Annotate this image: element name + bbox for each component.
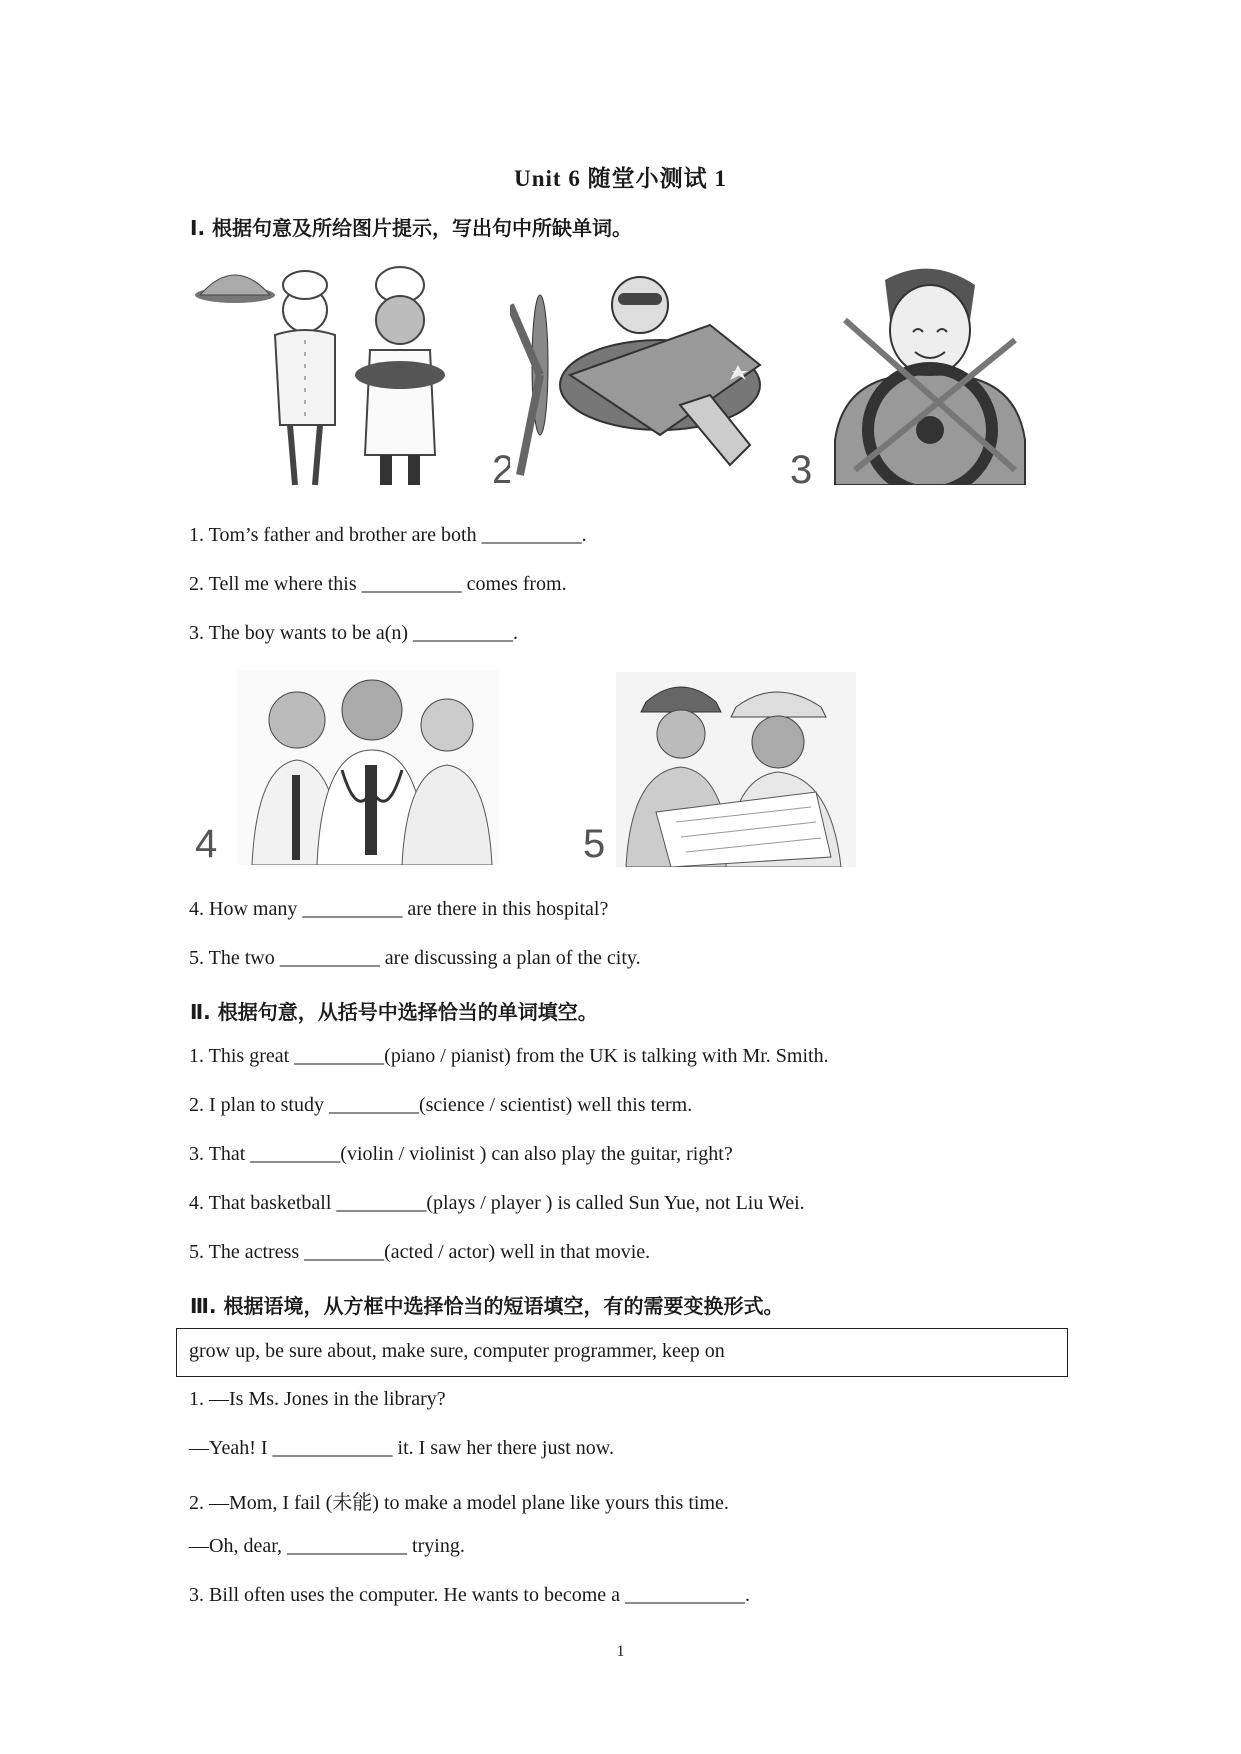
pilot-picture	[510, 265, 775, 490]
s2-question-2: 2. I plan to study _________(science / scientist) well this term.	[189, 1094, 693, 1116]
s1-question-2: 2. Tell me where this __________ comes from.	[189, 573, 567, 595]
s2-question-5: 5. The actress ________(acted / actor) well in that movie.	[189, 1241, 651, 1263]
phrase-box-text: grow up, be sure about, make sure, computer programmer, keep on	[189, 1340, 725, 1362]
s1-question-1: 1. Tom’s father and brother are both __________.	[189, 524, 587, 546]
picture-number-3: 3	[790, 448, 813, 492]
s2-question-4: 4. That basketball _________(plays / player ) is called Sun Yue, not Liu Wei.	[189, 1192, 805, 1214]
s1-question-3: 3. The boy wants to be a(n) __________.	[189, 622, 519, 644]
engineers-picture	[616, 672, 856, 867]
s1-question-5: 5. The two __________ are discussing a plan of the city.	[189, 947, 641, 969]
section-3-heading: Ⅲ. 根据语境，从方框中选择恰当的短语填空，有的需要变换形式。	[190, 1294, 784, 1318]
page-title: Unit 6 随堂小测试 1	[514, 166, 727, 191]
s1-question-4: 4. How many __________ are there in this hospital?	[189, 898, 609, 920]
section-2-heading: Ⅱ. 根据句意，从括号中选择恰当的单词填空。	[190, 1000, 598, 1024]
chefs-picture	[195, 255, 465, 495]
picture-number-5: 5	[583, 822, 606, 866]
picture-number-4: 4	[195, 822, 218, 866]
s3-question-2a: 2. —Mom, I fail (未能) to make a model plane like yours this time.	[189, 1492, 729, 1514]
section-1-heading: Ⅰ. 根据句意及所给图片提示，写出句中所缺单词。	[190, 216, 633, 240]
s3-question-1b: —Yeah! I ____________ it. I saw her there just now.	[189, 1437, 614, 1459]
doctors-picture	[237, 670, 499, 865]
picture-number-2: 2	[492, 448, 515, 492]
phrase-box	[176, 1328, 1068, 1377]
driver-picture	[825, 260, 1035, 485]
s3-question-1a: 1. —Is Ms. Jones in the library?	[189, 1388, 446, 1410]
s3-question-2b: —Oh, dear, ____________ trying.	[189, 1535, 465, 1557]
picture-number-1: 1	[195, 448, 218, 492]
s2-question-1: 1. This great _________(piano / pianist) from the UK is talking with Mr. Smith.	[189, 1045, 829, 1067]
s3-question-3: 3. Bill often uses the computer. He wants to become a ____________.	[189, 1584, 751, 1606]
s2-question-3: 3. That _________(violin / violinist ) can also play the guitar, right?	[189, 1143, 733, 1165]
page-number: 1	[616, 1643, 625, 1660]
